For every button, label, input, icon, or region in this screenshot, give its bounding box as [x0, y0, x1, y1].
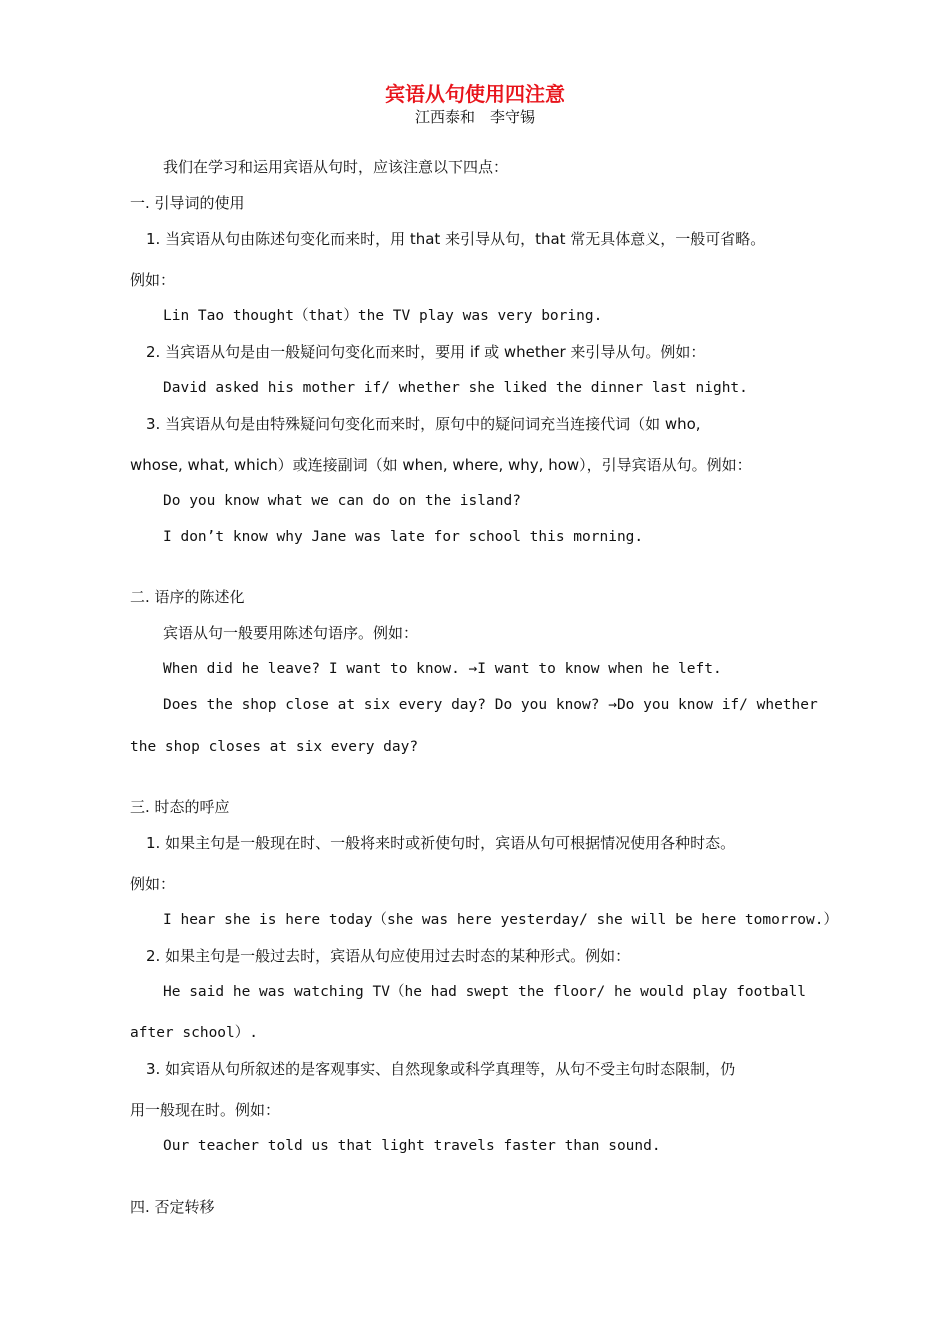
intro-paragraph: 我们在学习和运用宾语从句时，应该注意以下四点：: [163, 158, 509, 176]
rule-1-2: 2. 当宾语从句是由一般疑问句变化而来时，要用 if 或 whether 来引导从句。例如：: [146, 343, 706, 361]
rule-1-3: 3. 当宾语从句是由特殊疑问句变化而来时，原句中的疑问词充当连接代词（如 who,: [146, 415, 701, 433]
rule-3-2: 2. 如果主句是一般过去时，宾语从句应使用过去时态的某种形式。例如：: [146, 947, 631, 965]
example-2b-cont: the shop closes at six every day?: [130, 739, 419, 755]
example-3-2-cont: after school）.: [130, 1025, 258, 1041]
example-1-2: David asked his mother if/ whether she liked the dinner last night.: [163, 380, 748, 396]
section-heading-3: 三. 时态的呼应: [130, 798, 230, 816]
section-heading-2: 二. 语序的陈述化: [130, 588, 245, 606]
example-3-2: He said he was watching TV（he had swept the floor/ he would play football: [163, 984, 807, 1000]
example-1-3b: I don’t know why Jane was late for school this morning.: [163, 529, 644, 545]
rule-1-3-cont: whose, what, which）或连接副词（如 when, where, why, how），引导宾语从句。例如：: [130, 456, 752, 474]
rule-1-1-cont: 例如：: [130, 271, 176, 289]
example-1-3a: Do you know what we can do on the island?: [163, 493, 521, 509]
example-3-3: Our teacher told us that light travels faster than sound.: [163, 1138, 661, 1154]
section-heading-1: 一. 引导词的使用: [130, 194, 245, 212]
rule-3-1: 1. 如果主句是一般现在时、一般将来时或祈使句时，宾语从句可根据情况使用各种时态。: [146, 834, 736, 852]
example-3-1: I hear she is here today（she was here yesterday/ she will be here tomorrow.）: [163, 912, 839, 928]
rule-2: 宾语从句一般要用陈述句语序。例如：: [163, 624, 419, 642]
example-2a: When did he leave? I want to know. →I want to know when he left.: [163, 661, 722, 677]
doc-author: 江西泰和 李守锡: [414, 108, 535, 126]
section-heading-4: 四. 否定转移: [130, 1198, 215, 1216]
rule-1-1: 1. 当宾语从句由陈述句变化而来时，用 that 来引导从句，that 常无具体意义，一般可省略。: [146, 230, 766, 248]
doc-title: 宾语从句使用四注意: [385, 82, 565, 106]
rule-3-3: 3. 如宾语从句所叙述的是客观事实、自然现象或科学真理等，从句不受主句时态限制，仍: [146, 1060, 736, 1078]
example-2b: Does the shop close at six every day? Do you know? →Do you know if/ whether: [163, 697, 818, 713]
example-1-1: Lin Tao thought（that）the TV play was very boring.: [163, 308, 603, 324]
rule-3-3-cont: 用一般现在时。例如：: [130, 1101, 281, 1119]
rule-3-1-cont: 例如：: [130, 875, 176, 893]
